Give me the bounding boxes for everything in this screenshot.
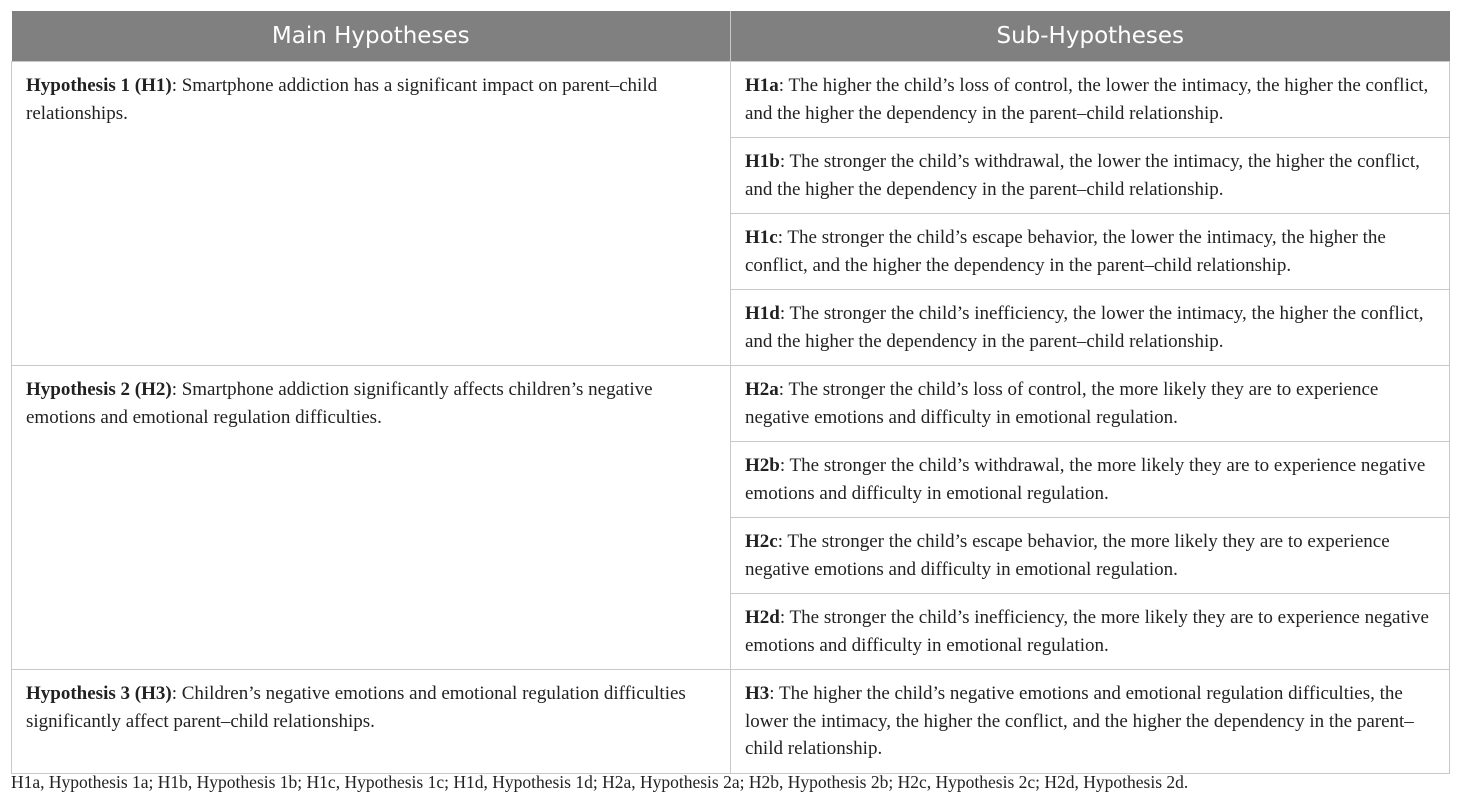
sub-hypothesis-label: H1d bbox=[745, 303, 780, 324]
table-row bbox=[12, 62, 1450, 138]
sub-hypothesis-text: : The stronger the child’s withdrawal, the lower the intimacy, the higher the conflict, and the higher the dependency in the parent–child relationship. bbox=[745, 151, 1420, 200]
sub-hypothesis-text: : The stronger the child’s escape behavior, the more likely they are to experience negative emotions and difficulty in emotional regulation. bbox=[745, 531, 1390, 580]
main-hypothesis-text: : Children’s negative emotions and emotional regulation difficulties significantly affect parent–child relationships. bbox=[26, 683, 686, 732]
sub-hypothesis-text: : The higher the child’s negative emotions and emotional regulation difficulties, the lower the intimacy, the higher the conflict, and the higher the dependency in the parent–child relationship. bbox=[745, 683, 1414, 759]
sub-hypothesis-text: : The stronger the child’s loss of control, the more likely they are to experience negative emotions and difficulty in emotional regulation. bbox=[745, 379, 1379, 428]
sub-hypothesis-label: H1b bbox=[745, 151, 780, 172]
main-hypothesis-label: Hypothesis 2 (H2) bbox=[26, 379, 172, 400]
sub-hypothesis-cell bbox=[731, 290, 1450, 366]
main-hypothesis-label: Hypothesis 1 (H1) bbox=[26, 75, 172, 96]
sub-hypothesis-cell bbox=[731, 670, 1450, 774]
sub-hypothesis-text: : The stronger the child’s escape behavior, the lower the intimacy, the higher the conflict, and the higher the dependency in the parent–child relationship. bbox=[745, 227, 1386, 276]
sub-hypothesis-text: : The stronger the child’s withdrawal, the more likely they are to experience negative emotions and difficulty in emotional regulation. bbox=[745, 455, 1426, 504]
sub-hypothesis-label: H3 bbox=[745, 683, 770, 704]
header-sub-hypotheses: Sub-Hypotheses bbox=[731, 11, 1450, 62]
sub-hypothesis-cell bbox=[731, 518, 1450, 594]
main-hypothesis-cell bbox=[12, 670, 731, 774]
main-hypothesis-text: : Smartphone addiction significantly affects children’s negative emotions and emotional regulation difficulties. bbox=[26, 379, 653, 428]
hypotheses-table bbox=[11, 11, 1450, 774]
sub-hypothesis-cell bbox=[731, 214, 1450, 290]
main-hypothesis-text: : Smartphone addiction has a significant impact on parent–child relationships. bbox=[26, 75, 658, 124]
sub-hypothesis-text: : The stronger the child’s inefficiency, the lower the intimacy, the higher the conflict, and the higher the dependency in the parent–child relationship. bbox=[745, 303, 1424, 352]
main-hypothesis-cell bbox=[12, 62, 731, 366]
hypotheses-table-container bbox=[11, 11, 1450, 774]
sub-hypothesis-cell bbox=[731, 62, 1450, 138]
header-main-hypotheses: Main Hypotheses bbox=[12, 11, 731, 62]
table-footnote: H1a, Hypothesis 1a; H1b, Hypothesis 1b; H1c, Hypothesis 1c; H1d, Hypothesis 1d; H2a, Hypothesis 2a; H2b, Hypothesis 2b; H2c, Hypothesis 2c; H2d, Hypothesis 2d. bbox=[11, 772, 1189, 792]
sub-hypothesis-label: H2a bbox=[745, 379, 779, 400]
sub-hypothesis-label: H2c bbox=[745, 531, 778, 552]
sub-hypothesis-text: : The stronger the child’s inefficiency, the more likely they are to experience negative emotions and difficulty in emotional regulation. bbox=[745, 607, 1429, 656]
sub-hypothesis-cell bbox=[731, 366, 1450, 442]
main-hypothesis-label: Hypothesis 3 (H3) bbox=[26, 683, 172, 704]
sub-hypothesis-label: H2b bbox=[745, 455, 780, 476]
sub-hypothesis-cell bbox=[731, 594, 1450, 670]
sub-hypothesis-label: H1a bbox=[745, 75, 779, 96]
table-row bbox=[12, 670, 1450, 774]
sub-hypothesis-cell bbox=[731, 442, 1450, 518]
sub-hypothesis-cell bbox=[731, 138, 1450, 214]
table-header-row bbox=[12, 11, 1450, 62]
main-hypothesis-cell bbox=[12, 366, 731, 670]
table-row bbox=[12, 366, 1450, 442]
sub-hypothesis-label: H2d bbox=[745, 607, 780, 628]
sub-hypothesis-label: H1c bbox=[745, 227, 778, 248]
sub-hypothesis-text: : The higher the child’s loss of control, the lower the intimacy, the higher the conflict, and the higher the dependency in the parent–child relationship. bbox=[745, 75, 1429, 124]
